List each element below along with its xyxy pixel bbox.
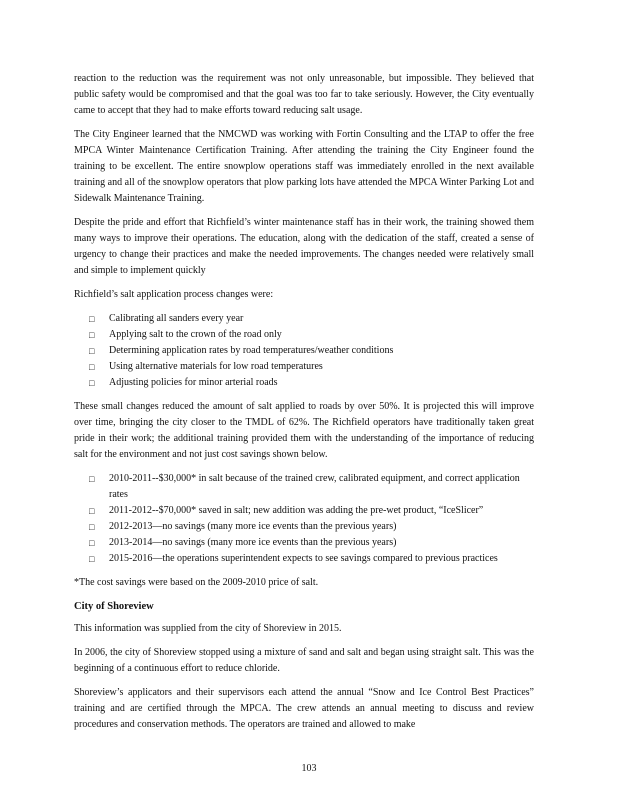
footnote: *The cost savings were based on the 2009-2010 price of salt. bbox=[74, 577, 319, 588]
paragraph-reaction: reaction to the reduction was the requirement was not only unreasonable, but impossible. They believed that public safety would be compromised and that the goal was too far to take seriously. However, the City eventually came to accept that they had to make efforts toward reducing salt usage. bbox=[74, 73, 534, 116]
page-number: 103 bbox=[301, 763, 317, 774]
list-item: □ 2015-2016—the operations superintendent expects to see savings compared to previous practices bbox=[74, 551, 534, 567]
list-item: □ Determining application rates by road temperatures/weather conditions bbox=[74, 343, 534, 359]
bullet-icon: □ bbox=[89, 554, 95, 564]
bullet-icon: □ bbox=[89, 538, 95, 548]
list-item: □ 2011-2012--$70,000* saved in salt; new addition was adding the pre-wet product, “IceSlicer” bbox=[74, 503, 534, 519]
page-body bbox=[74, 71, 534, 741]
paragraph-2006: In 2006, the city of Shoreview stopped using a mixture of sand and salt and began using straight salt. This was the beginning of a continuous effort to reduce chloride. bbox=[74, 647, 534, 674]
process-changes-list bbox=[74, 311, 534, 391]
list-item: □ 2010-2011--$30,000* in salt because of the trained crew, calibrated equipment, and correct application rates bbox=[89, 473, 520, 500]
bullet-icon: □ bbox=[89, 474, 95, 484]
bullet-icon: □ bbox=[89, 346, 95, 356]
bullet-icon: □ bbox=[89, 362, 95, 372]
list-item: □ Calibrating all sanders every year bbox=[74, 311, 534, 327]
list-item: □ 2013-2014—no savings (many more ice events than the previous years) bbox=[74, 535, 534, 551]
bullet-icon: □ bbox=[89, 506, 95, 516]
paragraph-info-source: This information was supplied from the city of Shoreview in 2015. bbox=[74, 623, 342, 634]
bullet-icon: □ bbox=[89, 314, 95, 324]
list-item: □ Using alternative materials for low road temperatures bbox=[74, 359, 534, 375]
bullet-icon: □ bbox=[89, 378, 95, 388]
paragraph-applicators: Shoreview’s applicators and their supervisors each attend the annual “Snow and Ice Control Best Practices” training and are certified through the MPCA. The crew attends an annual meeting to discuss and review procedures and conservation methods. The operators are trained and allowed to make bbox=[74, 687, 534, 730]
section-heading: City of Shoreview bbox=[74, 601, 154, 612]
savings-list bbox=[74, 471, 534, 567]
paragraph-despite-pride: Despite the pride and effort that Richfield’s winter maintenance staff has in their work, the training showed them many ways to improve their operations. The education, along with the dedication of the staff, created a sense of urgency to change their practices and make the needed improvements. The changes needed were relatively small and simple to implement quickly bbox=[74, 217, 534, 276]
paragraph-small-changes: These small changes reduced the amount of salt applied to roads by over 50%. It is projected this will improve over time, bringing the city closer to the TMDL of 62%. The Richfield operators have traditionally taken great pride in their work; the additional training provided them with the understanding of the importance of reducing salt for the environment and not just cost savings shown below. bbox=[74, 401, 534, 460]
bullet-icon: □ bbox=[89, 522, 95, 532]
bullet-icon: □ bbox=[89, 330, 95, 340]
list-item: □ 2012-2013—no savings (many more ice events than the previous years) bbox=[74, 519, 534, 535]
list-item: □ Adjusting policies for minor arterial roads bbox=[74, 375, 534, 391]
list-item: □ Applying salt to the crown of the road only bbox=[74, 327, 534, 343]
paragraph-process-intro: Richfield’s salt application process changes were: bbox=[74, 289, 274, 300]
paragraph-city-engineer: The City Engineer learned that the NMCWD was working with Fortin Consulting and the LTAP to offer the free MPCA Winter Maintenance Certification Training. After attending the training the City Engineer found the training to be excellent. The entire snowplow operations staff was immediately enrolled in the next available training and all of the snowplow operators that plow parking lots have attended the MPCA Winter Parking Lot and Sidewalk Maintenance Training. bbox=[74, 129, 534, 204]
